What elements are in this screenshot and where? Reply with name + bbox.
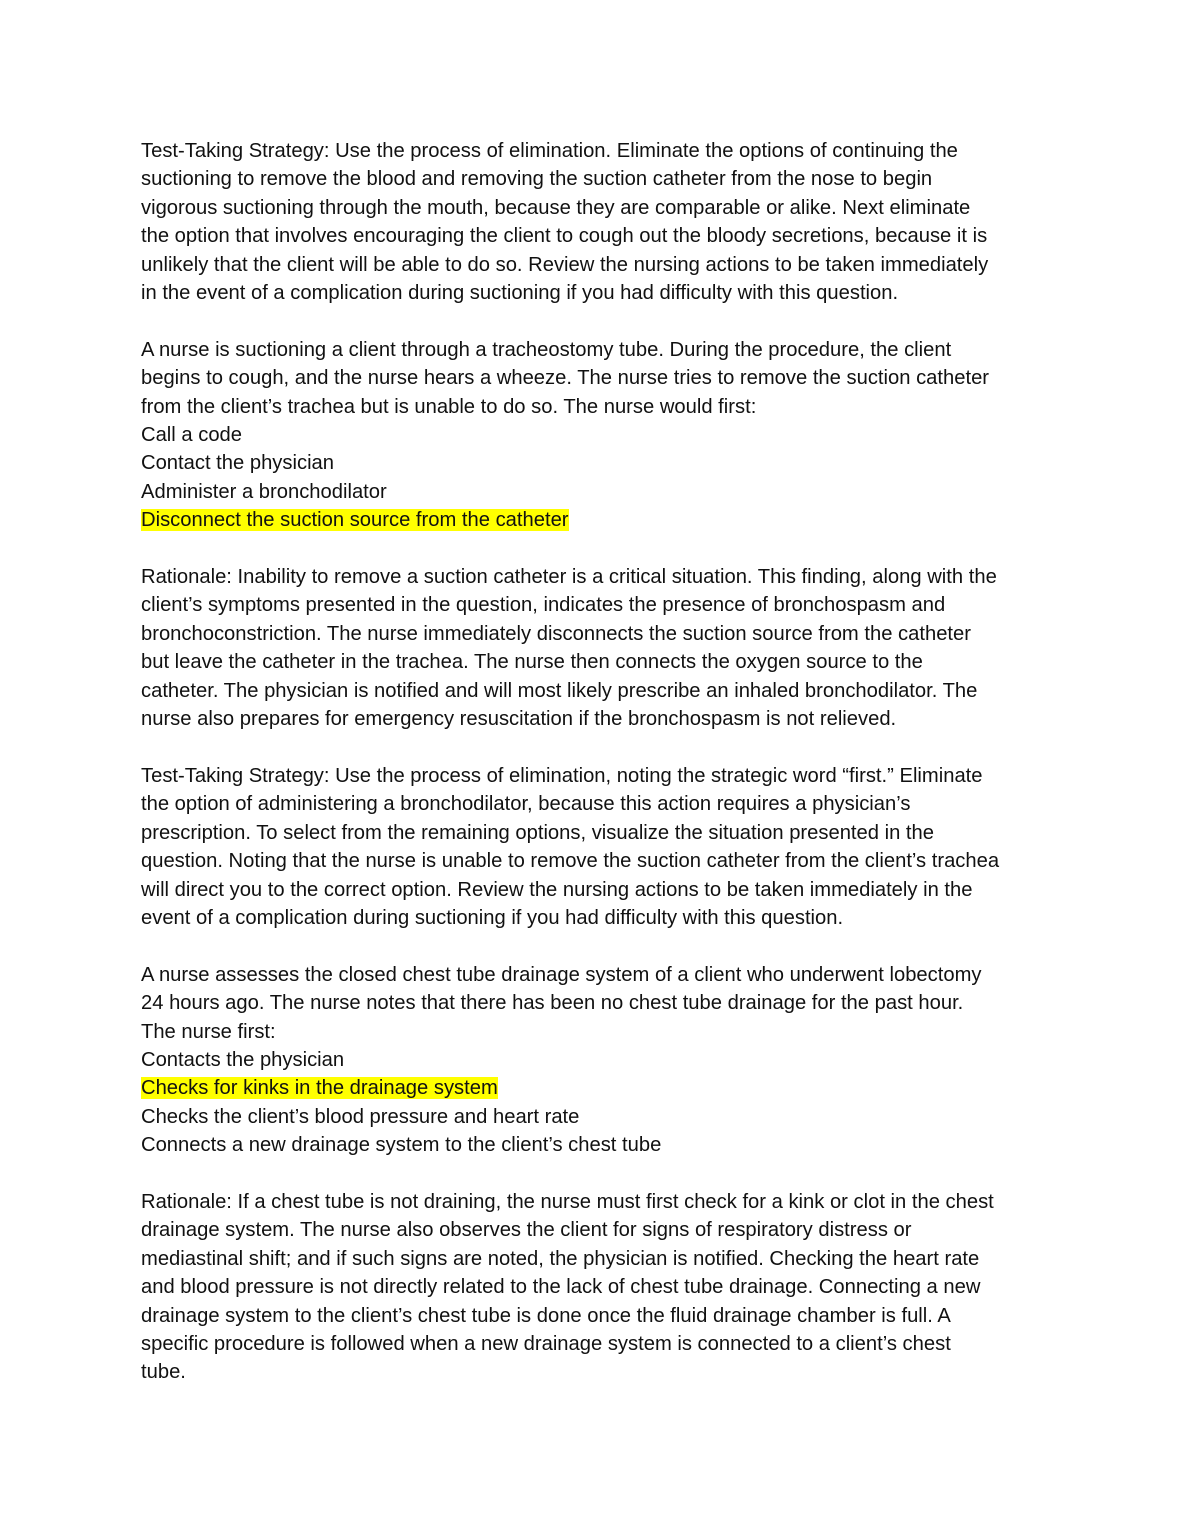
- line-text: and blood pressure is not directly related to the lack of chest tube drainage. Connecting a new: [141, 1276, 981, 1299]
- line-text: 24 hours ago. The nurse notes that there has been no chest tube drainage for the past hour.: [141, 992, 964, 1015]
- question-tracheostomy: [141, 336, 1051, 535]
- line-text: drainage system. The nurse also observes the client for signs of respiratory distress or: [141, 1219, 912, 1242]
- text-line: [141, 449, 1051, 477]
- correct-answer-text: Disconnect the suction source from the catheter: [141, 509, 569, 532]
- rationale-chest-tube: [141, 1188, 1051, 1387]
- line-text: tube.: [141, 1361, 186, 1384]
- highlighted-answer-line: [141, 1074, 1051, 1102]
- text-line: [141, 364, 1051, 392]
- line-text: A nurse assesses the closed chest tube drainage system of a client who underwent lobectomy: [141, 963, 982, 986]
- line-text: begins to cough, and the nurse hears a wheeze. The nurse tries to remove the suction catheter: [141, 367, 990, 390]
- rationale-tracheostomy: [141, 563, 1051, 733]
- text-line: [141, 819, 1051, 847]
- text-line: [141, 1216, 1051, 1244]
- line-text: in the event of a complication during suctioning if you had difficulty with this question.: [141, 282, 899, 305]
- line-text: event of a complication during suctioning if you had difficulty with this question.: [141, 906, 844, 929]
- line-text: Call a code: [141, 424, 242, 447]
- text-line: [141, 762, 1051, 790]
- line-text: Connects a new drainage system to the client’s chest tube: [141, 1134, 662, 1157]
- text-line: [141, 1330, 1051, 1358]
- text-line: [141, 393, 1051, 421]
- line-text: client’s symptoms presented in the question, indicates the presence of bronchospasm and: [141, 594, 946, 617]
- line-text: Contact the physician: [141, 452, 335, 475]
- line-text: will direct you to the correct option. Review the nursing actions to be taken immediately in the: [141, 878, 973, 901]
- strategy-paragraph-2: [141, 762, 1051, 932]
- text-line: [141, 989, 1051, 1017]
- correct-answer-text: Checks for kinks in the drainage system: [141, 1077, 498, 1100]
- line-text: suctioning to remove the blood and removing the suction catheter from the nose to begin: [141, 168, 933, 191]
- text-line: [141, 1188, 1051, 1216]
- line-text: vigorous suctioning through the mouth, because they are comparable or alike. Next eliminate: [141, 196, 971, 219]
- line-text: prescription. To select from the remaining options, visualize the situation presented in the: [141, 821, 934, 844]
- line-text: Contacts the physician: [141, 1048, 345, 1071]
- highlighted-answer-line: [141, 506, 1051, 534]
- text-line: [141, 961, 1051, 989]
- text-line: [141, 336, 1051, 364]
- text-line: [141, 1131, 1051, 1159]
- line-text: from the client’s trachea but is unable to do so. The nurse would first:: [141, 395, 757, 418]
- text-line: [141, 478, 1051, 506]
- line-text: nurse also prepares for emergency resuscitation if the bronchospasm is not relieved.: [141, 708, 897, 731]
- text-line: [141, 1302, 1051, 1330]
- text-line: [141, 677, 1051, 705]
- text-line: [141, 165, 1051, 193]
- text-line: [141, 1245, 1051, 1273]
- line-text: bronchoconstriction. The nurse immediately disconnects the suction source from the catheter: [141, 622, 971, 645]
- text-line: [141, 1018, 1051, 1046]
- text-line: [141, 705, 1051, 733]
- line-text: the option that involves encouraging the client to cough out the bloody secretions, because it is: [141, 225, 988, 248]
- text-line: [141, 847, 1051, 875]
- line-text: The nurse first:: [141, 1020, 276, 1043]
- text-line: [141, 591, 1051, 619]
- text-line: [141, 251, 1051, 279]
- text-line: [141, 620, 1051, 648]
- line-text: A nurse is suctioning a client through a tracheostomy tube. During the procedure, the client: [141, 338, 952, 361]
- text-line: [141, 1273, 1051, 1301]
- text-line: [141, 876, 1051, 904]
- text-line: [141, 421, 1051, 449]
- text-line: [141, 563, 1051, 591]
- line-text: but leave the catheter in the trachea. The nurse then connects the oxygen source to the: [141, 651, 923, 674]
- line-text: question. Noting that the nurse is unable to remove the suction catheter from the client’s trachea: [141, 850, 1000, 873]
- line-text: Test-Taking Strategy: Use the process of elimination, noting the strategic word “first.” Eliminate: [141, 764, 983, 787]
- text-line: [141, 279, 1051, 307]
- line-text: mediastinal shift; and if such signs are noted, the physician is notified. Checking the heart rate: [141, 1247, 980, 1270]
- question-chest-tube: [141, 961, 1051, 1160]
- document-page: [141, 137, 1051, 1415]
- text-line: [141, 648, 1051, 676]
- line-text: specific procedure is followed when a new drainage system is connected to a client’s chest: [141, 1332, 951, 1355]
- text-line: [141, 1103, 1051, 1131]
- text-line: [141, 1046, 1051, 1074]
- line-text: Checks the client’s blood pressure and heart rate: [141, 1105, 580, 1128]
- text-line: [141, 904, 1051, 932]
- strategy-paragraph-1: [141, 137, 1051, 307]
- line-text: Administer a bronchodilator: [141, 480, 387, 503]
- line-text: drainage system to the client’s chest tube is done once the fluid drainage chamber is full. A: [141, 1304, 951, 1327]
- text-line: [141, 1358, 1051, 1386]
- line-text: the option of administering a bronchodilator, because this action requires a physician’s: [141, 793, 911, 816]
- line-text: unlikely that the client will be able to do so. Review the nursing actions to be taken immediately: [141, 253, 989, 276]
- text-line: [141, 137, 1051, 165]
- line-text: Rationale: Inability to remove a suction catheter is a critical situation. This finding, along with the: [141, 566, 997, 589]
- text-line: [141, 222, 1051, 250]
- line-text: Rationale: If a chest tube is not draining, the nurse must first check for a kink or clot in the chest: [141, 1190, 994, 1213]
- line-text: Test-Taking Strategy: Use the process of elimination. Eliminate the options of continuing the: [141, 140, 958, 162]
- line-text: catheter. The physician is notified and will most likely prescribe an inhaled bronchodilator. The: [141, 679, 978, 702]
- text-line: [141, 194, 1051, 222]
- text-line: [141, 790, 1051, 818]
